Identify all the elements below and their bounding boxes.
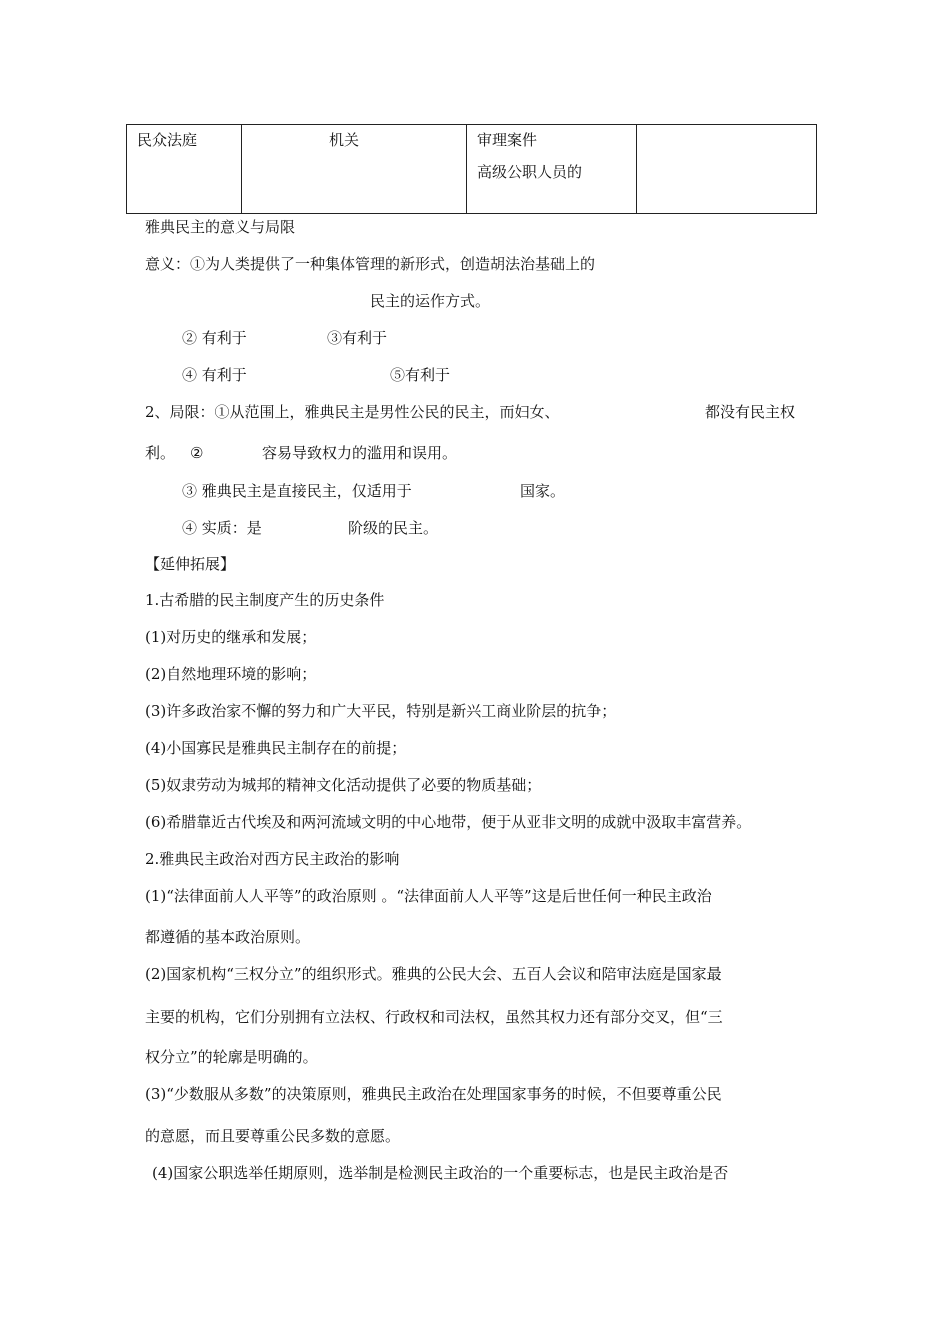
cell-text: 高级公职人员的: [477, 163, 583, 181]
list-item: ④ 有利于: [182, 366, 247, 384]
paragraph-line: (2)国家机构“三权分立”的组织形式。雅典的公民大会、五百人会议和陪审法庭是国家最: [145, 965, 722, 983]
section-title: 1.古希腊的民主制度产生的历史条件: [145, 591, 385, 609]
list-item: ④ 实质：是: [182, 519, 262, 537]
paragraph-line: 权分立”的轮廓是明确的。: [145, 1048, 318, 1066]
list-item: 阶级的民主。: [348, 519, 439, 537]
paragraph-line: 民主的运作方式。: [370, 292, 491, 310]
list-item: (5)奴隶劳动为城邦的精神文化活动提供了必要的物质基础；: [145, 776, 542, 794]
section-title: 2.雅典民主政治对西方民主政治的影响: [145, 850, 400, 868]
list-item: (1)对历史的继承和发展；: [145, 628, 317, 646]
list-item: (3)许多政治家不懈的努力和广大平民，特别是新兴工商业阶层的抗争；: [145, 702, 617, 720]
paragraph-line: ②: [190, 444, 204, 462]
section-heading: 雅典民主的意义与局限: [145, 218, 296, 236]
table-cell-empty: [637, 125, 817, 214]
table-row: [127, 125, 817, 214]
institution-table: [126, 124, 817, 214]
list-item: ③ 雅典民主是直接民主，仅适用于: [182, 482, 412, 500]
list-item: (4)小国寡民是雅典民主制存在的前提；: [145, 739, 407, 757]
paragraph-line: 容易导致权力的滥用和误用。: [262, 444, 458, 462]
paragraph-line: (1)“法律面前人人平等”的政治原则 。“法律面前人人平等”这是后世任何一种民主政治: [145, 887, 712, 905]
list-item: ② 有利于: [182, 329, 247, 347]
paragraph-line: 利。: [145, 444, 176, 462]
table-cell-function: [467, 125, 637, 214]
table-cell-type: [242, 125, 467, 214]
cell-text: 机关: [328, 131, 359, 149]
paragraph-line: 都遵循的基本政治原则。: [145, 928, 311, 946]
paragraph-line: 都没有民主权: [705, 403, 796, 421]
list-item: ⑤有利于: [390, 366, 451, 384]
list-item: (6)希腊靠近古代埃及和两河流域文明的中心地带，便于从亚非文明的成就中汲取丰富营养。: [145, 813, 752, 831]
paragraph-line: 2、局限：①从范围上，雅典民主是男性公民的民主，而妇女、: [145, 403, 560, 421]
paragraph-line: 主要的机构，它们分别拥有立法权、行政权和司法权，虽然其权力还有部分交叉，但“三: [145, 1008, 723, 1026]
cell-text: 审理案件: [477, 131, 538, 149]
paragraph-line: 意义：①为人类提供了一种集体管理的新形式，创造胡法治基础上的: [145, 255, 596, 273]
list-item: 国家。: [520, 482, 566, 500]
paragraph-line: (4)国家公职选举任期原则，选举制是检测民主政治的一个重要标志，也是民主政治是否: [152, 1164, 729, 1182]
cell-text: 民众法庭: [137, 131, 198, 149]
table-cell-name: [127, 125, 242, 214]
paragraph-line: 的意愿，而且要尊重公民多数的意愿。: [145, 1127, 401, 1145]
list-item: ③有利于: [327, 329, 388, 347]
section-heading: 【延伸拓展】: [145, 555, 236, 573]
list-item: (2)自然地理环境的影响；: [145, 665, 317, 683]
cell-text: [637, 125, 816, 129]
paragraph-line: (3)“少数服从多数”的决策原则，雅典民主政治在处理国家事务的时候，不但要尊重公民: [145, 1085, 722, 1103]
